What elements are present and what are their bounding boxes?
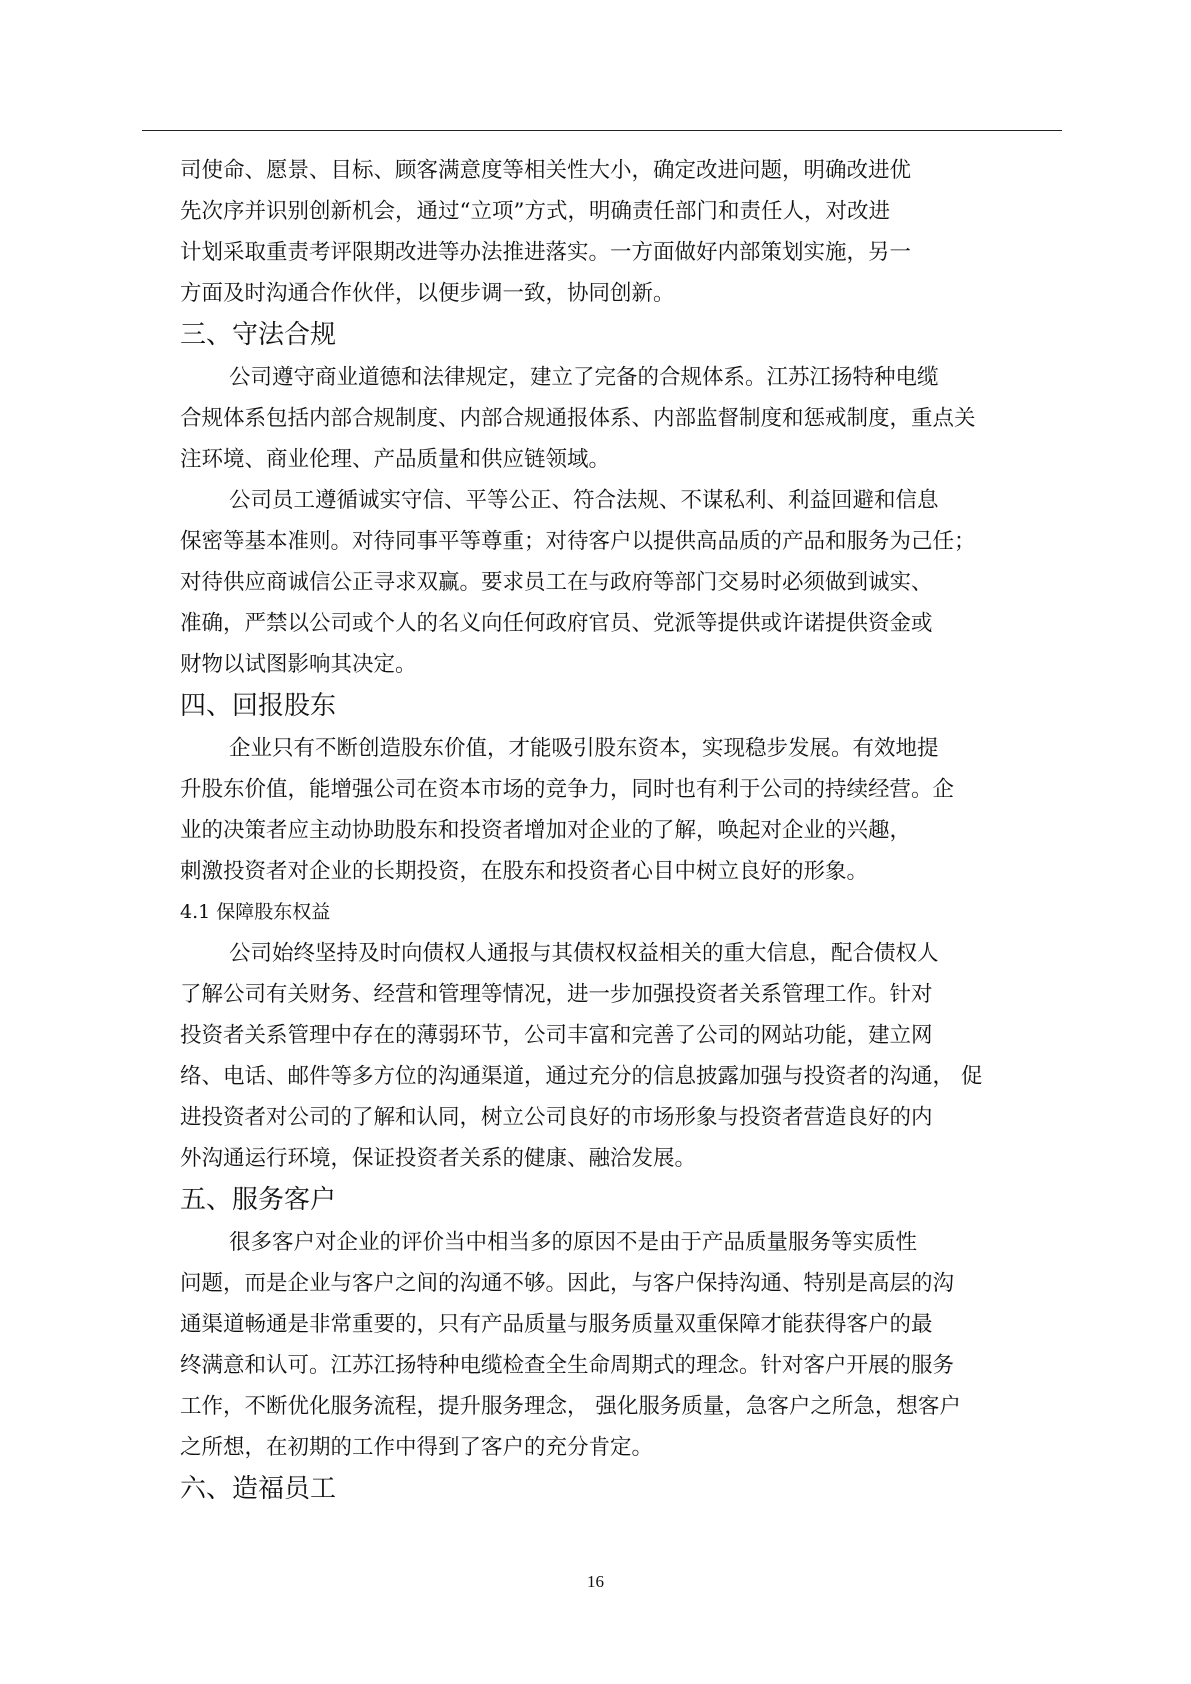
text-line: 升股东价值，能增强公司在资本市场的竞争力，同时也有利于公司的持续经营。企 xyxy=(180,777,955,802)
document-body xyxy=(180,150,1040,1511)
text-line: 投资者关系管理中存在的薄弱环节，公司丰富和完善了公司的网站功能，建立网 xyxy=(180,1023,933,1048)
text-line: 很多客户对企业的评价当中相当多的原因不是由于产品质量服务等实质性 xyxy=(229,1230,918,1255)
text-line: 业的决策者应主动协助股东和投资者增加对企业的了解，唤起对企业的兴趣， xyxy=(180,818,912,843)
text-line: 络、电话、邮件等多方位的沟通渠道，通过充分的信息披露加强与投资者的沟通， 促 xyxy=(180,1064,983,1089)
shareholders-paragraph-1 xyxy=(180,728,1040,892)
header-rule xyxy=(142,130,1062,131)
text-line: 计划采取重责考评限期改进等办法推进落实。一方面做好内部策划实施，另一 xyxy=(180,240,912,265)
text-line: 注环境、商业伦理、产品质量和供应链领域。 xyxy=(180,447,611,472)
text-line: 通渠道畅通是非常重要的，只有产品质量与服务质量双重保障才能获得客户的最 xyxy=(180,1312,933,1337)
text-line: 终满意和认可。江苏江扬特种电缆检查全生命周期式的理念。针对客户开展的服务 xyxy=(180,1353,955,1378)
section-heading-shareholders: 四、回报股东 xyxy=(180,691,337,721)
text-line: 之所想，在初期的工作中得到了客户的充分肯定。 xyxy=(180,1435,654,1460)
section-heading-customers: 五、服务客户 xyxy=(180,1185,337,1215)
text-line: 企业只有不断创造股东价值，才能吸引股东资本，实现稳步发展。有效地提 xyxy=(229,736,939,761)
text-line: 合规体系包括内部合规制度、内部合规通报体系、内部监督制度和惩戒制度，重点关 xyxy=(180,406,976,431)
text-line: 准确，严禁以公司或个人的名义向任何政府官员、党派等提供或许诺提供资金或 xyxy=(180,611,933,636)
text-line: 了解公司有关财务、经营和管理等情况，进一步加强投资者关系管理工作。针对 xyxy=(180,982,933,1007)
text-line: 问题，而是企业与客户之间的沟通不够。因此，与客户保持沟通、特别是高层的沟 xyxy=(180,1271,955,1296)
text-line: 刺激投资者对企业的长期投资，在股东和投资者心目中树立良好的形象。 xyxy=(180,859,869,884)
section-heading-compliance: 三、守法合规 xyxy=(180,320,337,350)
compliance-paragraph-1 xyxy=(180,357,1040,480)
text-line: 司使命、愿景、目标、顾客满意度等相关性大小，确定改进问题，明确改进优 xyxy=(180,158,912,183)
text-line: 公司始终坚持及时向债权人通报与其债权权益相关的重大信息，配合债权人 xyxy=(229,941,939,966)
continued-paragraph xyxy=(180,150,1040,314)
text-line: 先次序并识别创新机会，通过“立项”方式，明确责任部门和责任人，对改进 xyxy=(180,199,890,224)
text-line: 保密等基本准则。对待同事平等尊重；对待客户以提供高品质的产品和服务为己任； xyxy=(180,529,976,554)
subsection-heading: 4.1 保障股东权益 xyxy=(180,901,331,923)
text-line: 进投资者对公司的了解和认同，树立公司良好的市场形象与投资者营造良好的内 xyxy=(180,1105,933,1130)
text-line: 对待供应商诚信公正寻求双赢。要求员工在与政府等部门交易时必须做到诚实、 xyxy=(180,570,933,595)
page-number: 16 xyxy=(587,1572,604,1591)
text-line: 财物以试图影响其决定。 xyxy=(180,652,417,677)
compliance-paragraph-2 xyxy=(180,480,1040,685)
text-line: 公司遵守商业道德和法律规定，建立了完备的合规体系。江苏江扬特种电缆 xyxy=(229,365,939,390)
text-line: 方面及时沟通合作伙伴，以便步调一致，协同创新。 xyxy=(180,281,675,306)
section-heading-employees: 六、造福员工 xyxy=(180,1474,337,1504)
text-line: 工作，不断优化服务流程，提升服务理念， 强化服务质量，急客户之所急，想客户 xyxy=(180,1394,961,1419)
text-line: 外沟通运行环境，保证投资者关系的健康、融洽发展。 xyxy=(180,1146,697,1171)
customers-paragraph xyxy=(180,1222,1040,1468)
text-line: 公司员工遵循诚实守信、平等公正、符合法规、不谋私利、利益回避和信息 xyxy=(229,488,939,513)
shareholders-paragraph-2 xyxy=(180,933,1040,1179)
